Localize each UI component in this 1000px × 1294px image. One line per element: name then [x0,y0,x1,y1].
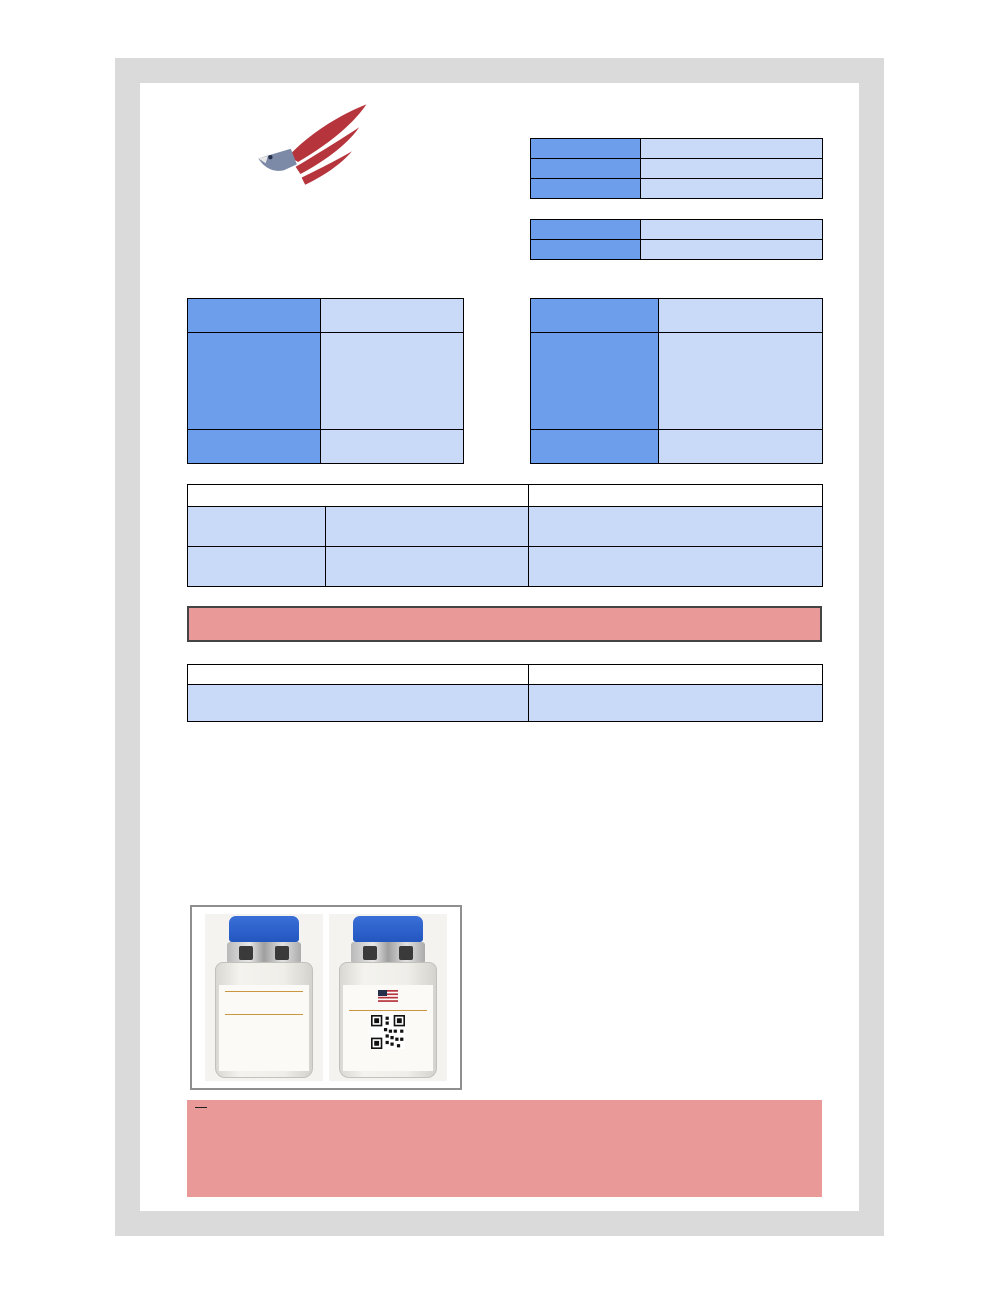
table-header-row [188,665,823,685]
signature-box [187,1100,822,1197]
vial-back [329,914,447,1081]
table-row [188,685,823,722]
table-row [188,507,823,547]
dates-table [530,219,823,260]
brand-logo [180,103,440,196]
vial-front [205,914,323,1081]
vial-cap [353,916,423,942]
certificate-page [140,83,859,1211]
table-row [531,179,823,199]
signature [195,1105,207,1108]
eagle-icon [250,172,370,189]
product-vials-photo [190,905,462,1090]
lot-table [530,298,823,464]
table-row [531,299,823,333]
vial-cap [229,916,299,942]
hplc-chromatogram [162,723,827,891]
table-row [188,547,823,587]
table-row [531,333,823,430]
vial-body [215,962,313,1078]
table-row [531,240,823,260]
product-table [187,298,464,464]
vial-crimp [227,942,301,964]
mass-spectrum [492,896,837,1096]
endotoxin-table [187,484,823,587]
mass-identification-table [187,664,823,722]
table-row [531,430,823,464]
table-row [531,159,823,179]
document-frame [115,58,884,1236]
analysis-method-banner [187,606,822,642]
table-row [188,333,464,430]
accession-table [530,138,823,199]
usa-flag-icon [378,989,398,1007]
table-header-row [188,485,823,507]
vial-crimp [351,942,425,964]
table-row [531,220,823,240]
vial-body [339,962,437,1078]
table-row [188,430,464,464]
table-row [188,299,464,333]
qr-code [371,1015,405,1054]
table-row [531,139,823,159]
